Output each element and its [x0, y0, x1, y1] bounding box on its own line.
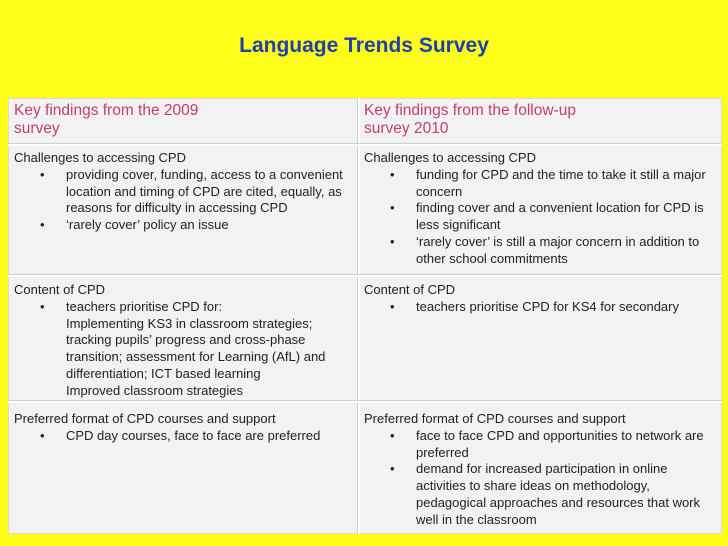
- list-item: • ‘rarely cover’ policy an issue: [14, 217, 350, 234]
- list-item: • finding cover and a convenient location for CPD is less significant: [364, 200, 716, 234]
- cell-heading: Preferred format of CPD courses and support: [14, 411, 276, 426]
- cell-challenges-2009: [14, 150, 350, 234]
- sub-line: tracking pupils’ progress and cross-phase: [66, 332, 306, 348]
- sub-line: differentiation; ICT based learning: [66, 365, 261, 381]
- header-2009: Key findings from the 2009 survey: [14, 102, 199, 137]
- cell-format-2010: [364, 411, 716, 529]
- list-item: • demand for increased participation in online activities to share ideas on methodology, pedagogical approaches and resources that work well in the classroom: [364, 461, 716, 528]
- sub-line: transition; assessment for Learning (AfL) and: [66, 349, 326, 365]
- row-divider: [8, 143, 722, 146]
- column-divider: [357, 98, 360, 534]
- sub-line: Implementing KS3 in classroom strategies;: [66, 315, 313, 331]
- findings-table: [8, 98, 722, 534]
- list-item: • ‘rarely cover’ is still a major concern in addition to other school commitments: [364, 234, 716, 268]
- list-item: • providing cover, funding, access to a convenient location and timing of CPD are cited, equally, as reasons for difficulty in accessing CPD: [14, 167, 350, 217]
- cell-content-2009: [14, 282, 350, 400]
- header-2010: Key findings from the follow-up survey 2010: [364, 102, 576, 137]
- cell-heading: Content of CPD: [14, 282, 106, 297]
- row-divider: [8, 274, 722, 277]
- list-item: • teachers prioritise CPD for:: [14, 299, 350, 316]
- list-item: • funding for CPD and the time to take it still a major concern: [364, 167, 716, 201]
- cell-heading: Challenges to accessing CPD: [14, 150, 186, 165]
- list-item: • CPD day courses, face to face are preferred: [14, 428, 350, 445]
- cell-content-2010: [364, 282, 716, 316]
- cell-challenges-2010: [364, 150, 716, 268]
- cell-format-2009: [14, 411, 350, 445]
- cell-heading: Content of CPD: [364, 282, 456, 297]
- list-item: • teachers prioritise CPD for KS4 for secondary: [364, 299, 716, 316]
- list-item: • face to face CPD and opportunities to network are preferred: [364, 428, 716, 462]
- row-divider: [8, 400, 722, 403]
- slide-title: Language Trends Survey: [239, 34, 489, 57]
- sub-line: Improved classroom strategies: [66, 382, 244, 398]
- cell-heading: Challenges to accessing CPD: [364, 150, 536, 165]
- cell-heading: Preferred format of CPD courses and support: [364, 411, 626, 426]
